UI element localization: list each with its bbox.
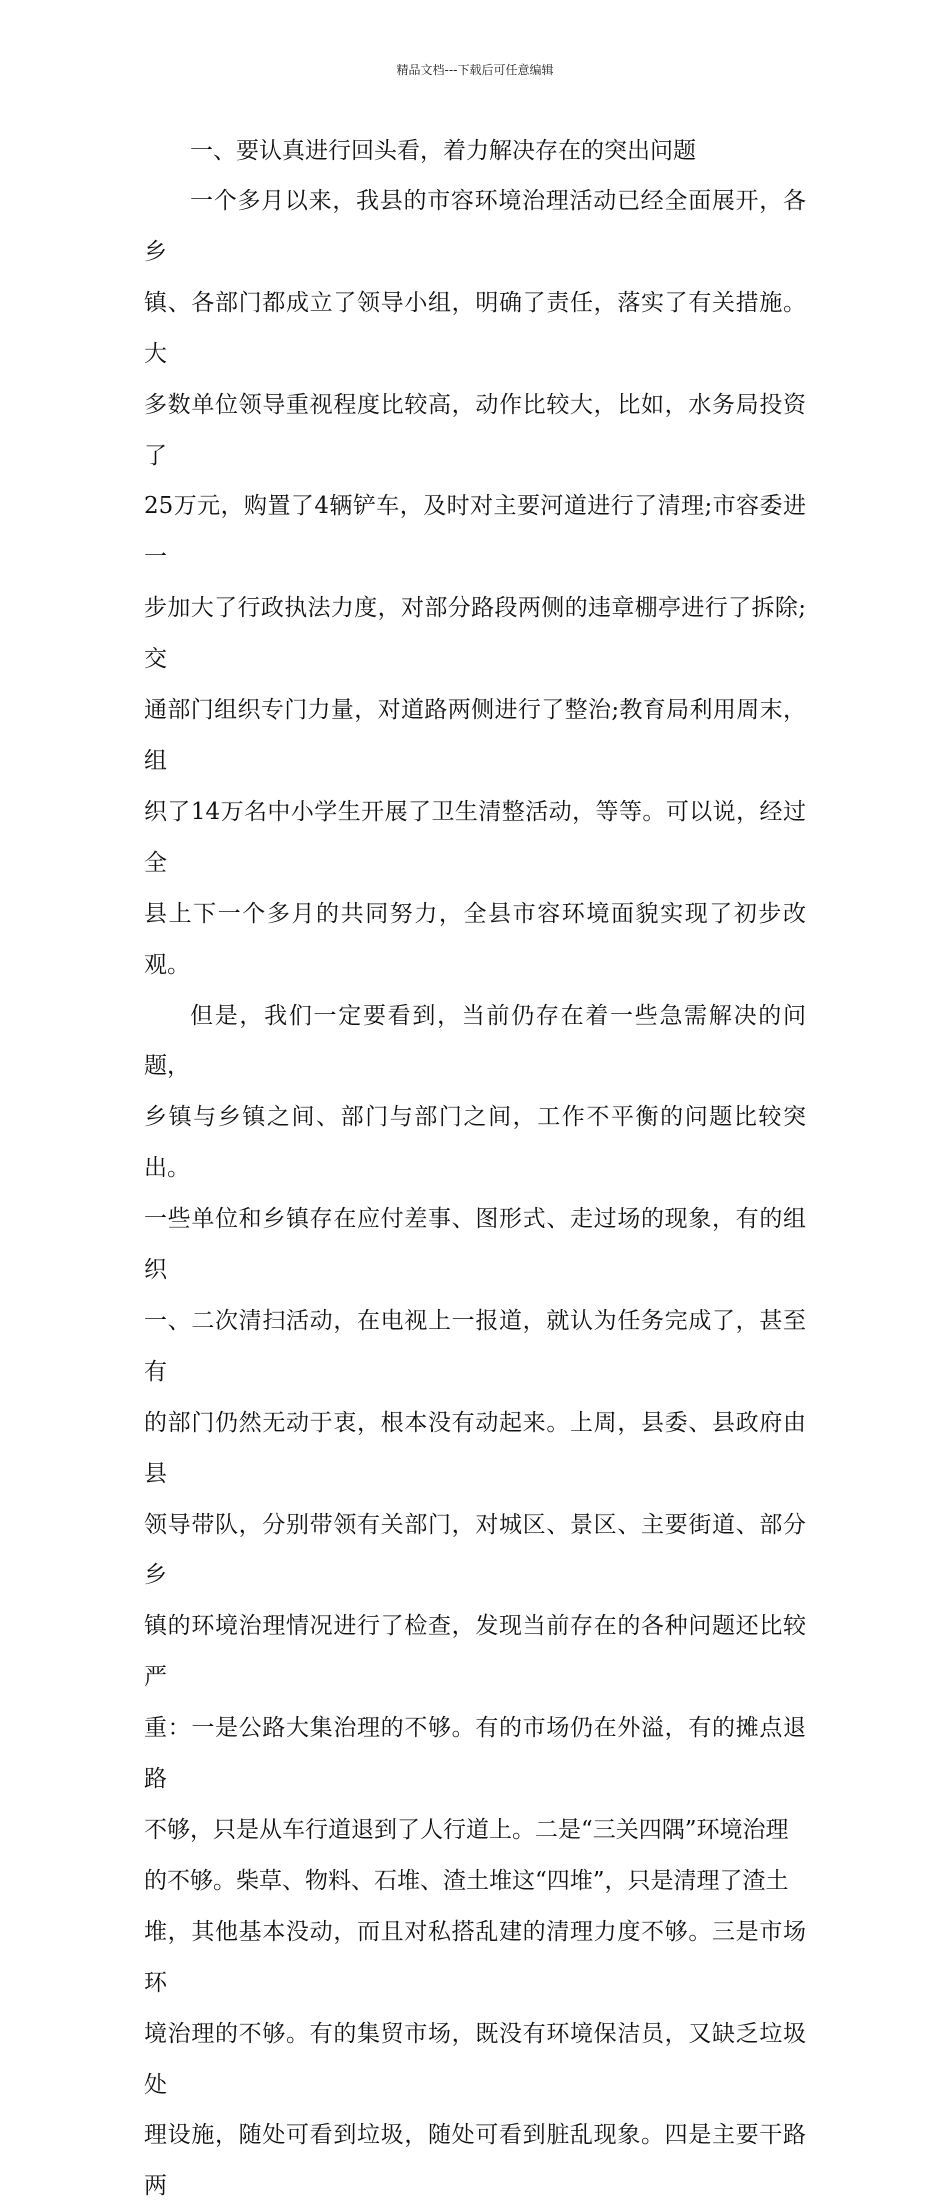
paragraph-2: 但是，我们一定要看到，当前仍存在着一些急需解决的问题， 乡镇与乡镇之间、部门与部门之间，工作不平衡的问题比较突出。 一些单位和乡镇存在应付差事、图形式、走过场的现象，有的组织 一、二次清扫活动，在电视上一报道，就认为任务完成了，甚至有 的部门仍然无动于衷，根本没有动起来。上周，县委、县政府由县 领导带队，分别带领有关部门，对城区、景区、主要街道、部分乡 镇的环境治理情况进行了检查，发现当前存在的各种问题还比较严 重：一是公路大集治理的不够。有的市场仍在外溢，有的摊点退路 不够，只是从车行道退到了人行道上。二是“三关四隅”环境治理 的不够。柴草、物料、石堆、渣土堆这“四堆”，只是清理了渣土 堆，其他基本没动，而且对私搭乱建的清理力度不够。三是市场环 境治理的不够。有的集贸市场，既没有环境保洁员，又缺乏垃圾处 理设施，随处可看到垃圾，随处可看到脏乱现象。四是主要干路两 xyxy=(144,991,806,2212)
document-body xyxy=(144,126,806,2212)
section-heading: 一、要认真进行回头看，着力解决存在的突出问题 xyxy=(144,126,806,176)
paragraph-1: 一个多月以来，我县的市容环境治理活动已经全面展开，各乡 镇、各部门都成立了领导小组，明确了责任，落实了有关措施。大 多数单位领导重视程度比较高，动作比较大，比如，水务局投资了 25万元，购置了4辆铲车，及时对主要河道进行了清理;市容委进一 步加大了行政执法力度，对部分路段两侧的违章棚亭进行了拆除;交 通部门组织专门力量，对道路两侧进行了整治;教育局利用周末，组 织了14万名中小学生开展了卫生清整活动，等等。可以说，经过全 县上下一个多月的共同努力，全县市容环境面貌实现了初步改观。 xyxy=(144,176,806,991)
page-header: 精品文档---下载后可任意编辑 xyxy=(0,62,950,78)
